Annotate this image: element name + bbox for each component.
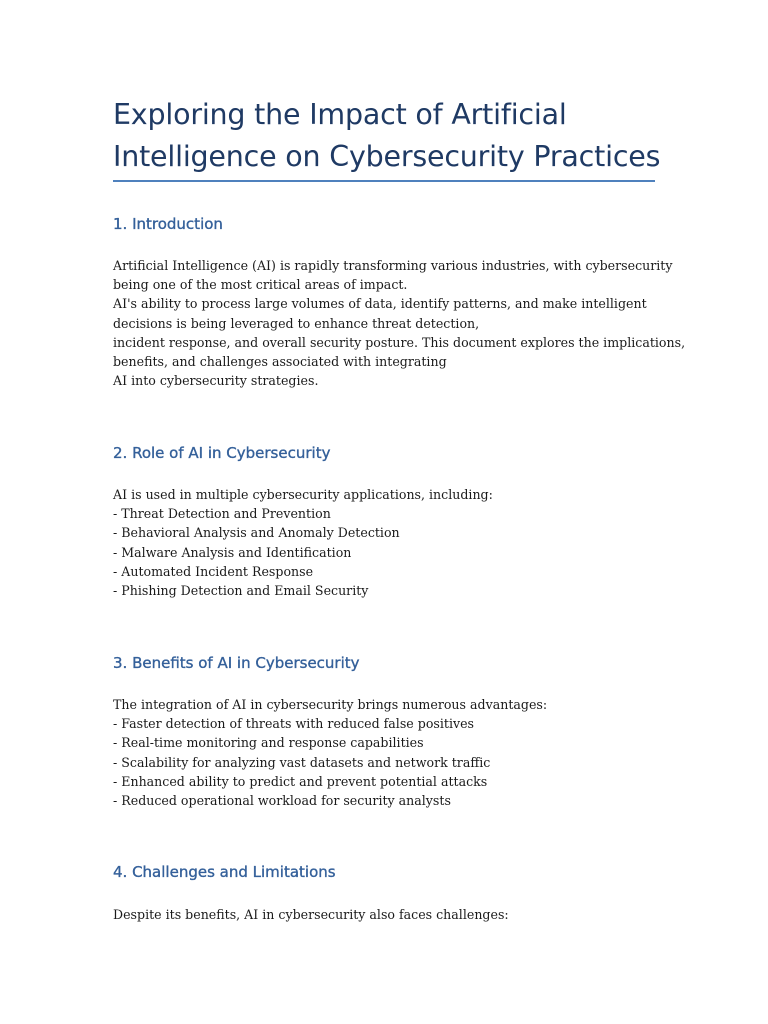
paragraph-line: being one of the most critical areas of impact.: [113, 277, 408, 293]
paragraph-line: AI's ability to process large volumes of data, identify patterns, and make intelligent: [113, 296, 647, 312]
title-line: Intelligence on Cybersecurity Practices: [113, 140, 661, 173]
list-item: - Faster detection of threats with reduced false positives: [113, 716, 475, 732]
section-body-introduction: [113, 256, 686, 390]
section-body-benefits: [113, 695, 653, 810]
paragraph-line: The integration of AI in cybersecurity brings numerous advantages:: [113, 697, 548, 712]
title-underline-divider: [113, 180, 655, 182]
section-heading-challenges: 4. Challenges and Limitations: [113, 863, 336, 881]
list-item: - Phishing Detection and Email Security: [113, 582, 369, 598]
list-item: - Enhanced ability to predict and prevent potential attacks: [113, 773, 488, 789]
list-item: - Threat Detection and Prevention: [113, 506, 331, 522]
list-item: - Scalability for analyzing vast datasets and network traffic: [113, 754, 491, 770]
list-item: - Behavioral Analysis and Anomaly Detection: [113, 525, 400, 541]
paragraph-line: benefits, and challenges associated with integrating: [113, 353, 447, 369]
paragraph-line: incident response, and overall security posture. This document explores the implications,: [113, 334, 686, 350]
title-line: Exploring the Impact of Artificial: [113, 98, 567, 131]
section-heading-benefits: 3. Benefits of AI in Cybersecurity: [113, 654, 360, 672]
list-item: - Malware Analysis and Identification: [113, 544, 352, 560]
paragraph-line: Despite its benefits, AI in cybersecurity also faces challenges:: [113, 907, 509, 922]
paragraph-line: AI into cybersecurity strategies.: [113, 373, 319, 389]
section-heading-introduction: 1. Introduction: [113, 215, 223, 233]
list-item: - Automated Incident Response: [113, 563, 314, 579]
paragraph-line: Artificial Intelligence (AI) is rapidly transforming various industries, with cybersecurity: [113, 258, 673, 273]
paragraph-line: decisions is being leveraged to enhance threat detection,: [113, 315, 480, 331]
paragraph-line: AI is used in multiple cybersecurity applications, including:: [113, 487, 493, 502]
section-body-challenges: [113, 905, 653, 924]
list-item: - Real-time monitoring and response capabilities: [113, 735, 424, 751]
section-body-role-of-ai: [113, 485, 653, 600]
section-heading-role-of-ai: 2. Role of AI in Cybersecurity: [113, 444, 331, 462]
document-title: [113, 94, 673, 178]
list-item: - Reduced operational workload for security analysts: [113, 792, 451, 808]
